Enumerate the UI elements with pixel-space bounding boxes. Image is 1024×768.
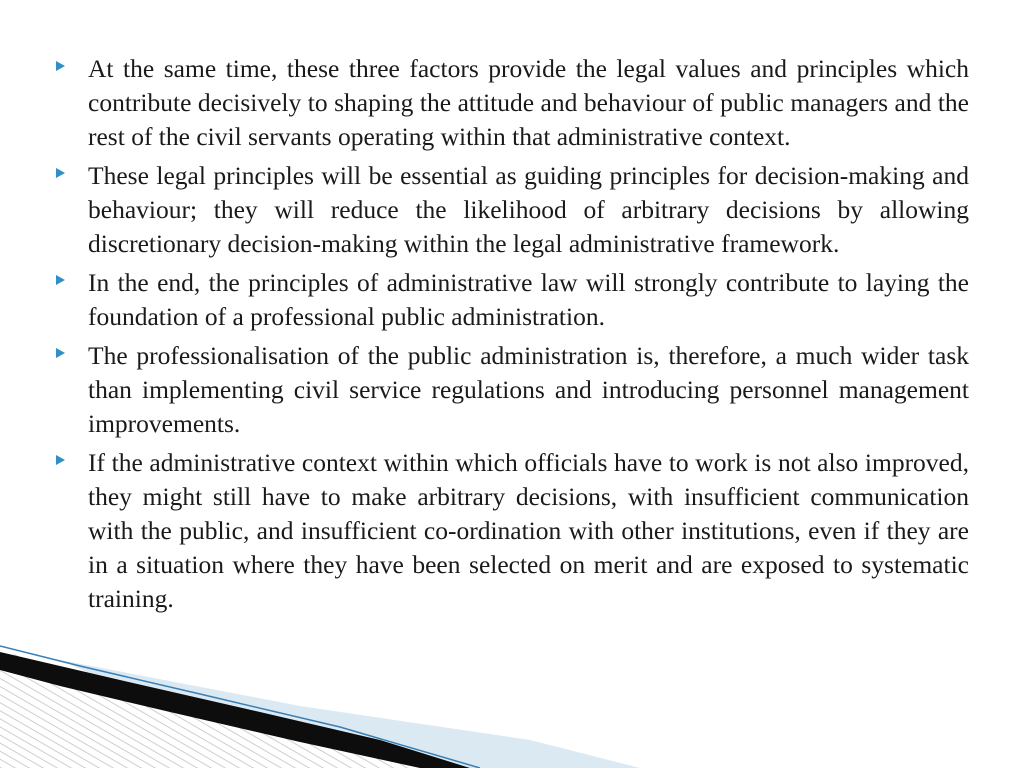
bullet-item xyxy=(56,52,969,154)
bullet-item xyxy=(56,266,969,334)
triangle-bullet-icon xyxy=(56,348,65,358)
bullet-text: In the end, the principles of administrative law will strongly contribute to laying the foundation of a professional public administration. xyxy=(88,268,969,331)
slide-body xyxy=(56,52,969,621)
bullet-text: The professionalisation of the public administration is, therefore, a much wider task than implementing civil service regulations and introducing personnel management improvements. xyxy=(88,341,969,438)
bullet-text: If the administrative context within which officials have to work is not also improved, they might still have to make arbitrary decisions, with insufficient communication with the public, and insufficient co-ordination with other institutions, even if they are in a situation where they have been selected on merit and are exposed to systematic training. xyxy=(88,448,969,613)
triangle-bullet-icon xyxy=(56,168,65,178)
bullet-item xyxy=(56,446,969,616)
triangle-bullet-icon xyxy=(56,61,65,71)
triangle-bullet-icon xyxy=(56,275,65,285)
bullet-text: At the same time, these three factors provide the legal values and principles which contribute decisively to shaping the attitude and behaviour of public managers and the rest of the civil servants operating within that administrative context. xyxy=(88,54,969,151)
bullet-list xyxy=(56,52,969,616)
bullet-item xyxy=(56,339,969,441)
bullet-item xyxy=(56,159,969,261)
triangle-bullet-icon xyxy=(56,455,65,465)
bullet-text: These legal principles will be essential as guiding principles for decision-making and behaviour; they will reduce the likelihood of arbitrary decisions by allowing discretionary decision-making within the legal administrative framework. xyxy=(88,161,969,258)
